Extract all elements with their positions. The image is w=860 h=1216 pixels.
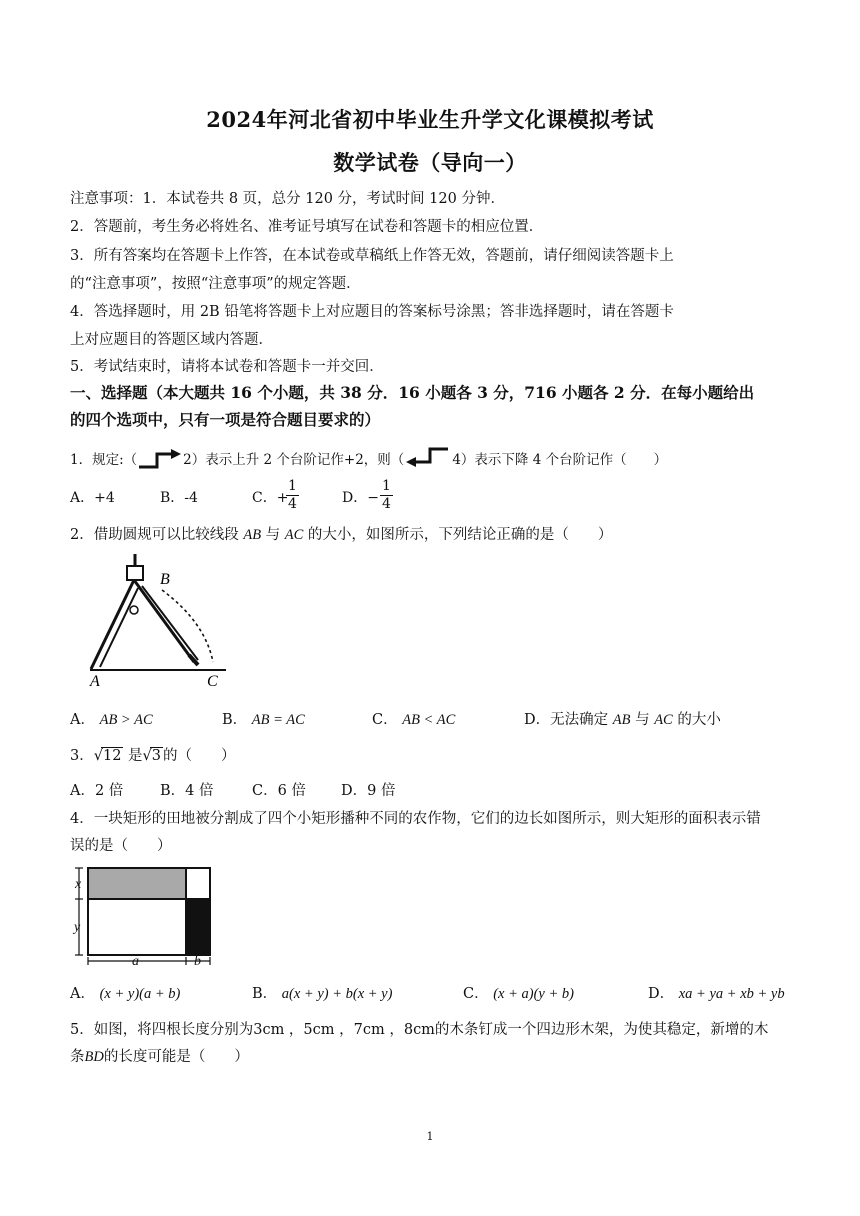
sqrt-symbol: √ [142, 748, 152, 764]
note-line: 的“注意事项”，按照“注意事项”的规定答题． [70, 276, 361, 292]
label-x: x [75, 877, 82, 892]
question-5-stem: 5．如图，将四根长度分别为3cm ，5cm ，7cm ，8cm的木条钉成一个四边形木架，为使其稳定，新增的木 [70, 1022, 769, 1038]
question-4-options [70, 982, 800, 1004]
question-3-options [70, 779, 470, 801]
question-1-stem: 1．规定:（ 2）表示上升 2 个台阶记作+2，则（ 4）表示下降 4 个台阶记作（ ） [70, 446, 667, 470]
section-heading: 的四个选项中，只有一项是符合题目要求的） [70, 410, 381, 429]
point-label-b: B [160, 571, 170, 588]
option-b: B．4 倍 [160, 783, 214, 799]
option-a: A．2 倍 [70, 783, 124, 799]
question-4-stem: 4．一块矩形的田地被分割成了四个小矩形播种不同的农作物，它们的边长如图所示，则大矩形的面积表示错 [70, 811, 761, 827]
option-b: B． a(x + y) + b(x + y) [252, 986, 393, 1002]
question-4-stem: 误的是（ ） [70, 838, 172, 854]
option-c: C． AB < AC [372, 712, 456, 728]
exam-title: 2024年河北省初中毕业生升学文化课模拟考试 [206, 107, 654, 132]
page-number: 1 [426, 1130, 434, 1143]
option-c: C．6 倍 [252, 783, 306, 799]
sqrt-symbol: √ [93, 748, 103, 764]
option-a: A．+4 [70, 490, 115, 506]
option-d: D．9 倍 [341, 783, 396, 799]
note-line: 上对应题目的答题区域内答题． [70, 332, 273, 348]
option-c: C． (x + a)(y + b) [463, 986, 574, 1002]
question-3-stem: 3．√12 是√3 的（ ） [70, 748, 236, 764]
step-up-icon [137, 446, 183, 470]
label-a: a [132, 954, 139, 968]
note-line: 注意事项：1．本试卷共 8 页，总分 120 分，考试时间 120 分钟． [70, 191, 505, 207]
option-d: D． xa + ya + xb + yb [648, 986, 785, 1002]
section-heading: 一、选择题（本大题共 16 个小题，共 38 分．16 小题各 3 分，716 小题各 2 分．在每小题给出 [70, 383, 755, 402]
note-line: 4．答选择题时，用 2B 铅笔将答题卡上对应题目的答案标号涂黑；答非选择题时，请在答题卡 [70, 304, 674, 320]
fraction: $\frac{1}{4}$ [382, 478, 391, 512]
exam-subtitle: 数学试卷（导向一） [333, 150, 527, 175]
question-2-options [70, 708, 790, 730]
question-2-stem: 2．借助圆规可以比较线段 AB 与 AC 的大小，如图所示，下列结论正确的是（ ） [70, 527, 613, 543]
note-line: 2．答题前，考生务必将姓名、准考证号填写在试卷和答题卡的相应位置． [70, 219, 544, 235]
point-label-a: A [90, 673, 100, 690]
option-b: B． AB = AC [222, 712, 305, 728]
option-b: B．-4 [160, 490, 198, 506]
option-a: A． AB > AC [70, 712, 153, 728]
note-line: 5．考试结束时，请将本试卷和答题卡一并交回． [70, 359, 384, 375]
option-c: C．+ [252, 490, 289, 506]
label-y: y [74, 920, 81, 935]
option-d: D．无法确定 AB 与 AC 的大小 [524, 712, 721, 728]
label-b: b [194, 954, 201, 968]
compass-figure [70, 552, 232, 692]
step-down-icon [404, 446, 452, 470]
note-line: 3．所有答案均在答题卡上作答，在本试卷或草稿纸上作答无效，答题前，请仔细阅读答题卡上 [70, 248, 674, 264]
option-d: D．− [342, 490, 379, 506]
option-a: A． (x + y)(a + b) [70, 986, 181, 1002]
question-1-options [70, 478, 470, 522]
rectangle-figure [70, 864, 220, 968]
point-label-c: C [207, 673, 218, 690]
question-5-stem: 条BD的长度可能是（ ） [70, 1049, 249, 1065]
fraction: $\frac{1}{4}$ [288, 478, 297, 512]
